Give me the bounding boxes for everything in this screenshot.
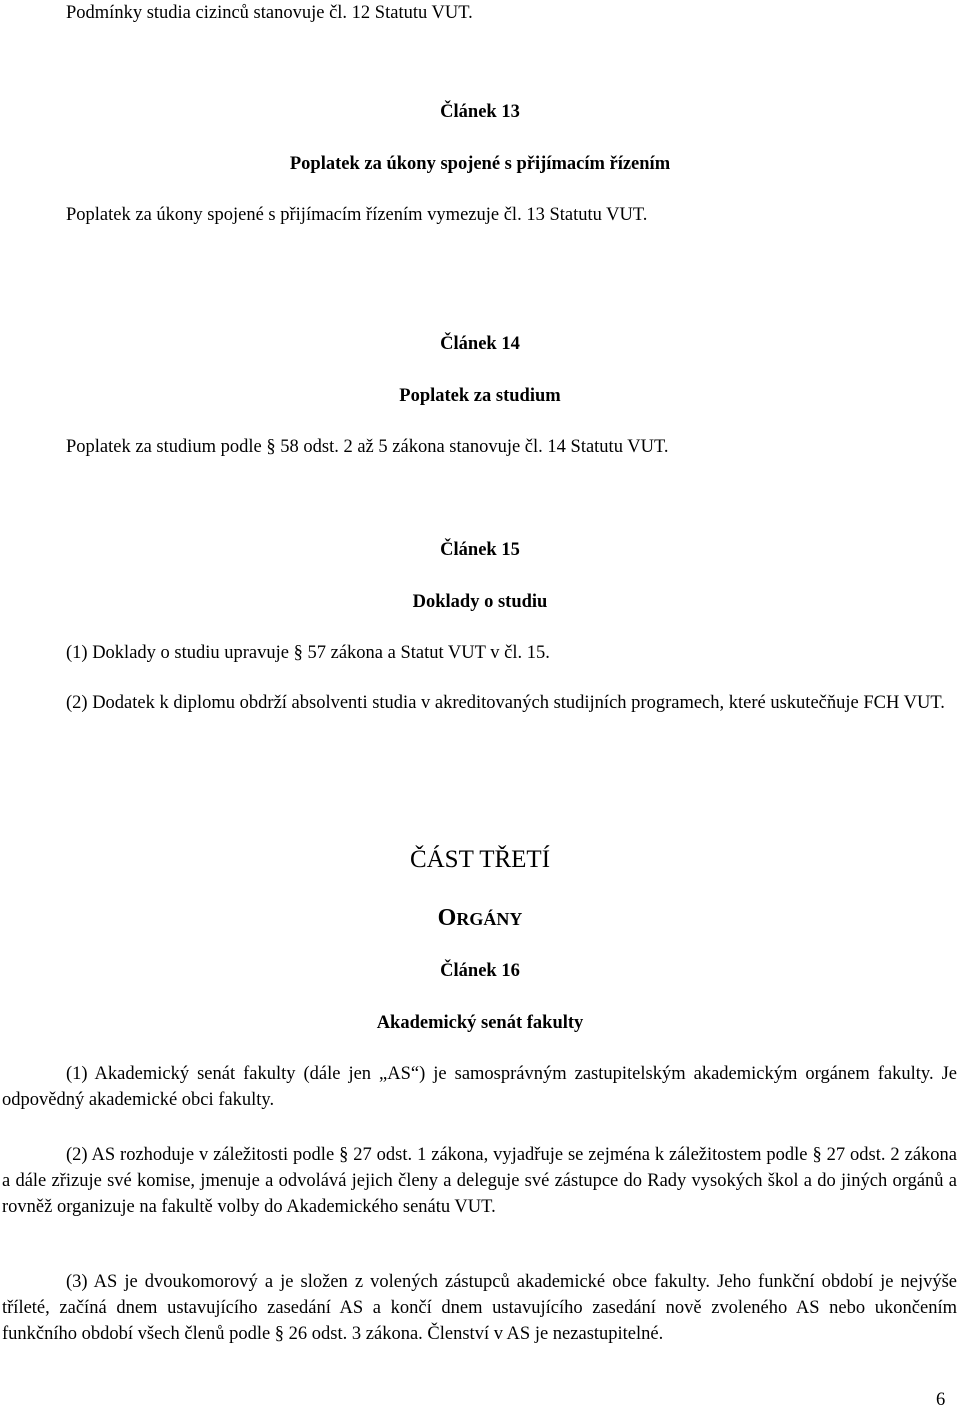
article-15-paragraph-2 xyxy=(2,690,957,716)
part-three-title: ČÁST TŘETÍ xyxy=(409,846,551,873)
article-15-paragraph-1: (1) Doklady o studiu upravuje § 57 zákona a Statut VUT v čl. 15. xyxy=(66,643,550,663)
article-14-text: Poplatek za studium podle § 58 odst. 2 až 5 zákona stanovuje čl. 14 Statutu VUT. xyxy=(66,437,669,457)
article-15-paragraph-2-text: (2) Dodatek k diplomu obdrží absolventi studia v akreditovaných studijních programech, které uskutečňuje FCH VUT. xyxy=(66,693,945,713)
page-number: 6 xyxy=(936,1390,946,1410)
article-15-number: Článek 15 xyxy=(440,540,520,560)
article-13-text: Poplatek za úkony spojené s přijímacím řízením vymezuje čl. 13 Statutu VUT. xyxy=(66,205,648,225)
article-16-paragraph-2 xyxy=(2,1142,957,1220)
article-13-title: Poplatek za úkony spojené s přijímacím řízením xyxy=(289,154,671,174)
article-16-title: Akademický senát fakulty xyxy=(376,1013,584,1033)
part-three-subtitle-rest: RGÁNY xyxy=(456,909,523,929)
intro-text: Podmínky studia cizinců stanovuje čl. 12 Statutu VUT. xyxy=(66,3,473,23)
article-15-title: Doklady o studiu xyxy=(412,592,548,612)
article-16-paragraph-1-text: (1) Akademický senát fakulty (dále jen „AS“) je samosprávným zastupitelským akademickým orgánem fakulty. Je odpovědný akademické obci fakulty. xyxy=(2,1064,957,1110)
article-16-paragraph-2-text: (2) AS rozhoduje v záležitosti podle § 27 odst. 1 zákona, vyjadřuje se zejména k záležitostem podle § 27 odst. 2 zákona a dále zřizuje své komise, jmenuje a odvolává jejich členy a deleguje své zástupce do Rady vysokých škol a do jiných orgánů a rovněž organizuje na fakultě volby do Akademického senátu VUT. xyxy=(2,1145,957,1217)
article-13-number: Článek 13 xyxy=(440,102,520,122)
part-three-subtitle xyxy=(0,905,960,932)
article-16-paragraph-1 xyxy=(2,1061,957,1113)
article-14-number: Článek 14 xyxy=(440,334,520,354)
article-14-title: Poplatek za studium xyxy=(399,386,561,406)
part-three-subtitle-initial: O xyxy=(437,905,457,931)
article-16-number: Článek 16 xyxy=(440,961,520,981)
article-16-paragraph-3-text: (3) AS je dvoukomorový a je složen z volených zástupců akademické obce fakulty. Jeho funkční období je nejvýše tříleté, začíná dnem ustavujícího zasedání AS a končí dnem ustavujícího zasedání nově zvoleného AS nebo ukončením funkčního období všech členů podle § 26 odst. 3 zákona. Členství v AS je nezastupitelné. xyxy=(2,1272,957,1344)
article-16-paragraph-3 xyxy=(2,1269,957,1347)
